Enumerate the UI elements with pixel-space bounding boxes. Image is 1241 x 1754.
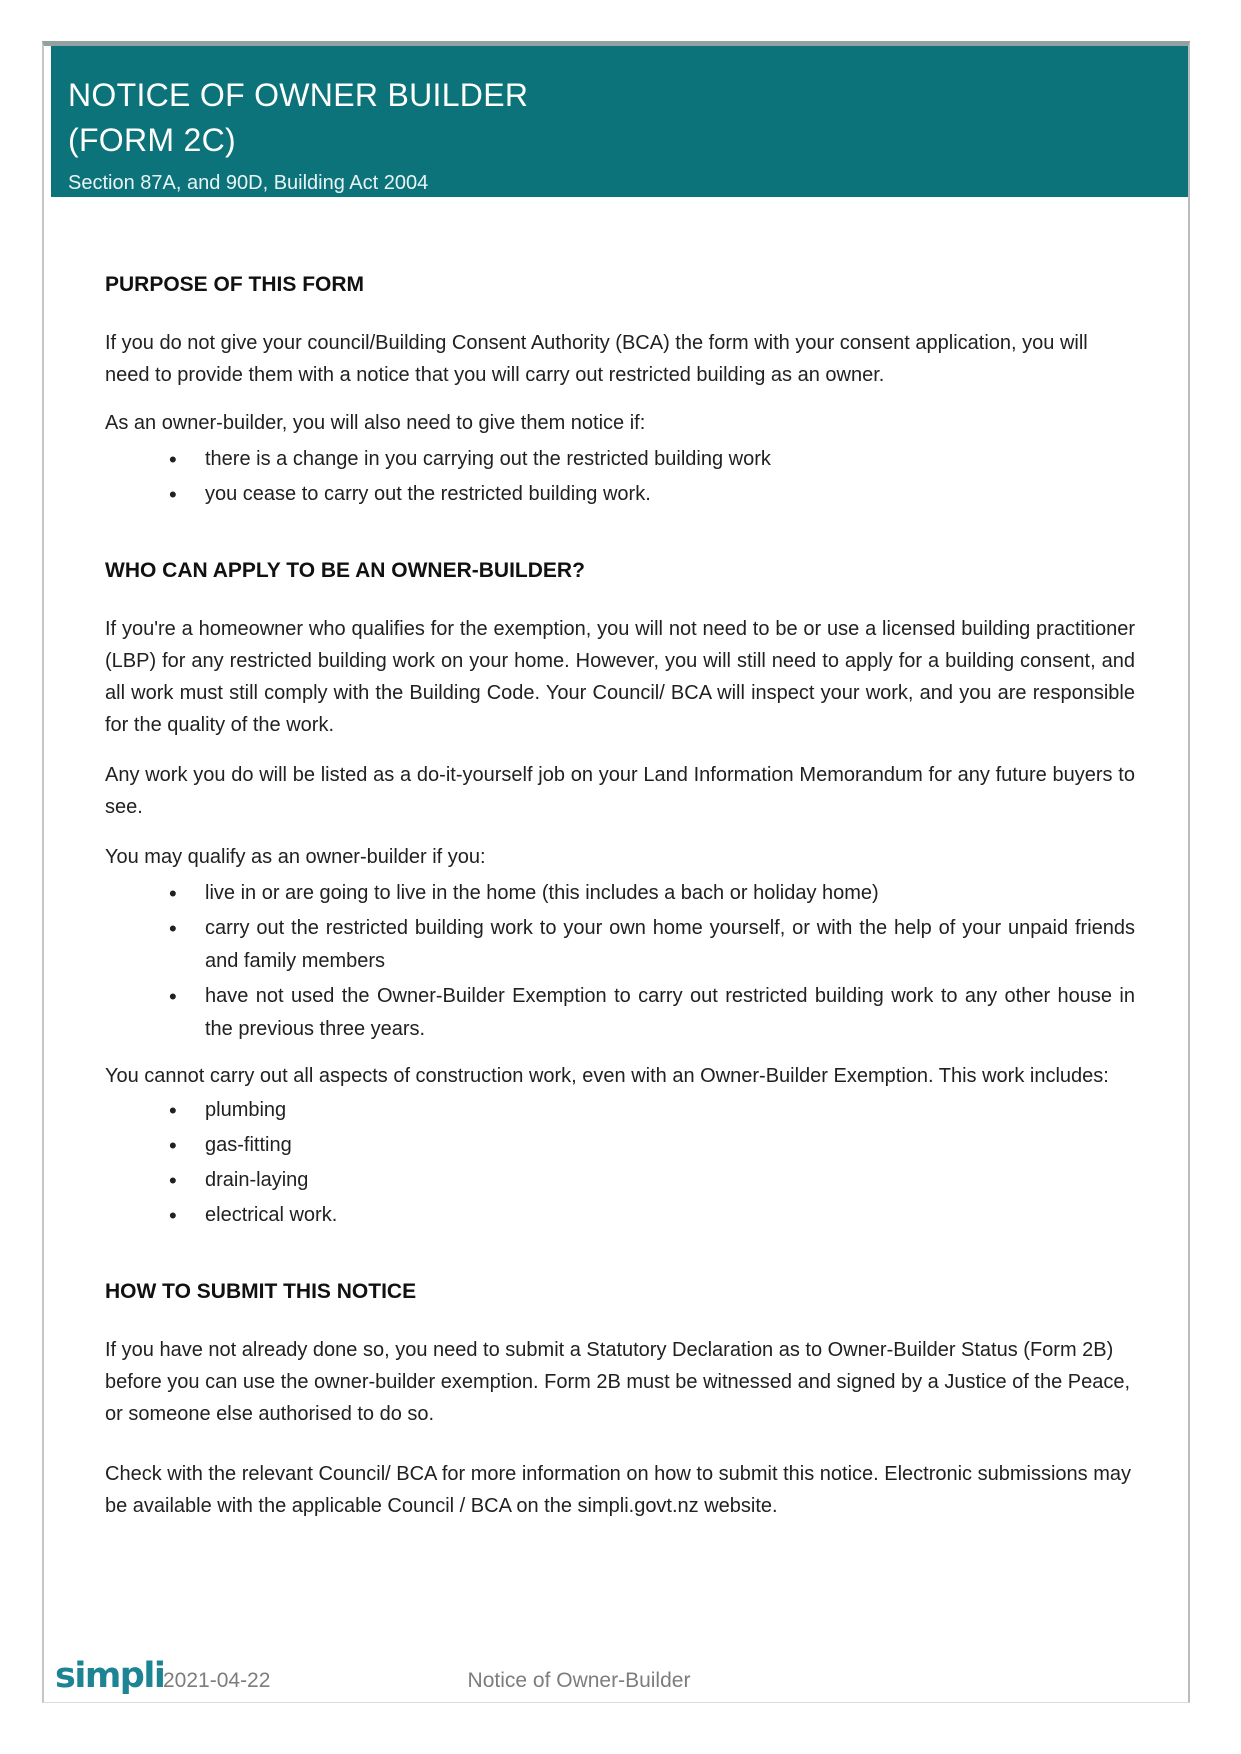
list-item: • live in or are going to live in the home (this includes a bach or holiday home) [105, 877, 1135, 910]
list-item: • you cease to carry out the restricted building work. [105, 478, 1135, 511]
section-heading-how-to-submit: HOW TO SUBMIT THIS NOTICE [105, 1280, 417, 1303]
paragraph-cannot-carry-out: You cannot carry out all aspects of construction work, even with an Owner-Builder Exemption. This work includes: [105, 1065, 1109, 1087]
paragraph-lim: Any work you do will be listed as a do-it-yourself job on your Land Information Memorandum for any future buyers to see. [105, 764, 1135, 818]
notice-conditions-list [105, 443, 1135, 511]
footer-document-title: Notice of Owner-Builder [467, 1669, 691, 1692]
page-footer [44, 1642, 1188, 1702]
list-item: • there is a change in you carrying out the restricted building work [105, 443, 1135, 476]
paragraph-exemption: If you're a homeowner who qualifies for the exemption, you will not need to be or use a licensed building practitioner (LBP) for any restricted building work on your home. However, you will still need to apply for a building consent, and all work must still comply with the Building Code. Your Council/ BCA will inspect your work, and you are responsible for the quality of the work. [105, 618, 1135, 736]
form-title-line2: (FORM 2C) [68, 122, 237, 158]
paragraph-qualify-intro: You may qualify as an owner-builder if you: [105, 846, 486, 868]
qualify-conditions-list [105, 877, 1135, 1046]
paragraph-statutory-declaration: If you have not already done so, you need to submit a Statutory Declaration as to Owner-Builder Status (Form 2B) before you can use the owner-builder exemption. Form 2B must be witnessed and signed by a Justice of the Peace, or someone else authorised to do so. [105, 1339, 1131, 1425]
footer-date: 2021-04-22 [163, 1669, 271, 1692]
section-heading-purpose: PURPOSE OF THIS FORM [105, 273, 365, 296]
paragraph-purpose-intro: If you do not give your council/Building Consent Authority (BCA) the form with your consent application, you will need to provide them with a notice that you will carry out restricted building as an owner. [105, 332, 1088, 386]
list-item: • plumbing [105, 1094, 1135, 1127]
document-body [44, 271, 1188, 1522]
list-item: • gas-fitting [105, 1129, 1135, 1162]
form-title-band [51, 46, 1188, 197]
document-page [42, 41, 1190, 1703]
list-item: • electrical work. [105, 1199, 1135, 1232]
section-heading-who-can-apply: WHO CAN APPLY TO BE AN OWNER-BUILDER? [105, 559, 585, 582]
list-item: • have not used the Owner-Builder Exemption to carry out restricted building work to any other house in the previous three years. [105, 980, 1135, 1046]
paragraph-check-with-council: Check with the relevant Council/ BCA for more information on how to submit this notice. Electronic submissions may be available with the applicable Council / BCA on the simpli.govt.nz website. [105, 1463, 1131, 1517]
list-item: • carry out the restricted building work to your own home yourself, or with the help of your unpaid friends and family members [105, 912, 1135, 978]
form-legal-reference: Section 87A, and 90D, Building Act 2004 [68, 172, 429, 194]
paragraph-owner-builder-notice: As an owner-builder, you will also need to give them notice if: [105, 412, 646, 434]
excluded-work-list [105, 1094, 1135, 1232]
simpli-logo: simpli [55, 1656, 165, 1696]
list-item: • drain-laying [105, 1164, 1135, 1197]
form-title-line1: NOTICE OF OWNER BUILDER [68, 77, 529, 113]
